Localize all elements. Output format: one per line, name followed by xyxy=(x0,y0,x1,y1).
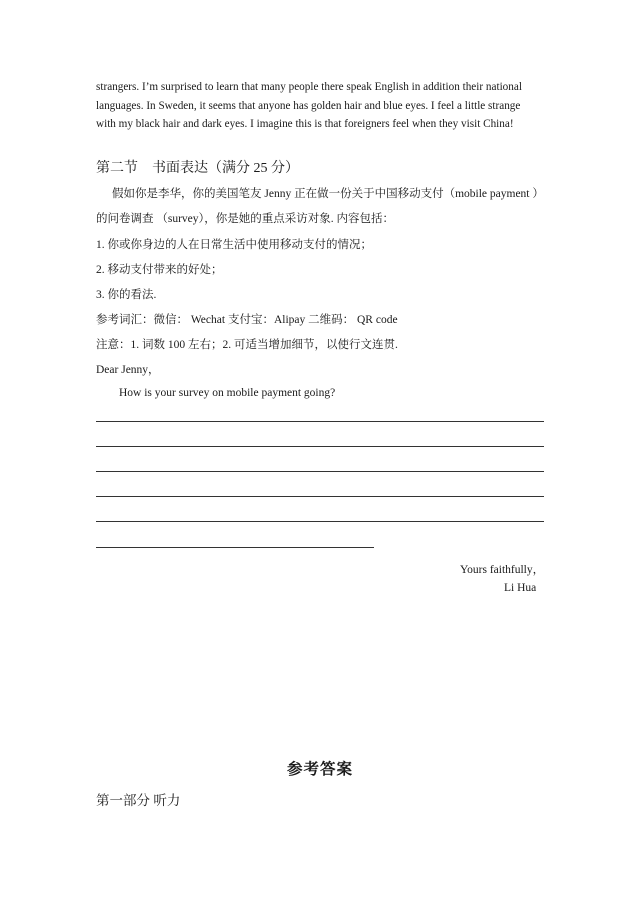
task-point-1: 1. 你或你身边的人在日常生活中使用移动支付的情况； xyxy=(96,239,372,251)
vocabulary-note: 参考词汇：微信： Wechat 支付宝：Alipay 二维码： QR code xyxy=(96,314,398,326)
answer-part-heading: 第一部分 听力 xyxy=(96,793,181,808)
answer-line xyxy=(96,471,544,472)
reading-passage-tail xyxy=(96,78,544,134)
task-point-2: 2. 移动支付带来的好处； xyxy=(96,264,223,276)
answer-line xyxy=(96,421,544,422)
section-heading: 第二节 书面表达（满分 25 分） xyxy=(96,161,299,176)
task-intro-line-1: 假如你是李华，你的美国笔友 Jenny 正在做一份关于中国移动支付（mobile payment ） xyxy=(112,188,544,200)
letter-signature: Li Hua xyxy=(504,582,537,594)
answer-line xyxy=(96,446,544,447)
letter-opening-sentence: How is your survey on mobile payment going? xyxy=(119,387,336,399)
letter-greeting: Dear Jenny， xyxy=(96,364,160,376)
task-intro-line-2: 的问卷调查 （survey），你是她的重点采访对象. 内容包括： xyxy=(96,213,395,225)
answer-line xyxy=(96,521,544,522)
answer-line xyxy=(96,496,544,497)
passage-line: with my black hair and dark eyes. I imagine this is that foreigners feel when they visit China! xyxy=(96,118,514,130)
answer-key-title: 参考答案 xyxy=(286,761,353,778)
task-point-3: 3. 你的看法. xyxy=(96,289,157,301)
answer-line xyxy=(96,547,374,548)
notes: 注意：1. 词数 100 左右；2. 可适当增加细节，以使行文连贯. xyxy=(96,339,398,351)
letter-closing: Yours faithfully， xyxy=(460,564,545,576)
passage-line: languages. In Sweden, it seems that anyone has golden hair and blue eyes. I feel a little strange xyxy=(96,99,521,112)
passage-line: strangers. I’m surprised to learn that many people there speak English in addition their national xyxy=(96,81,522,93)
